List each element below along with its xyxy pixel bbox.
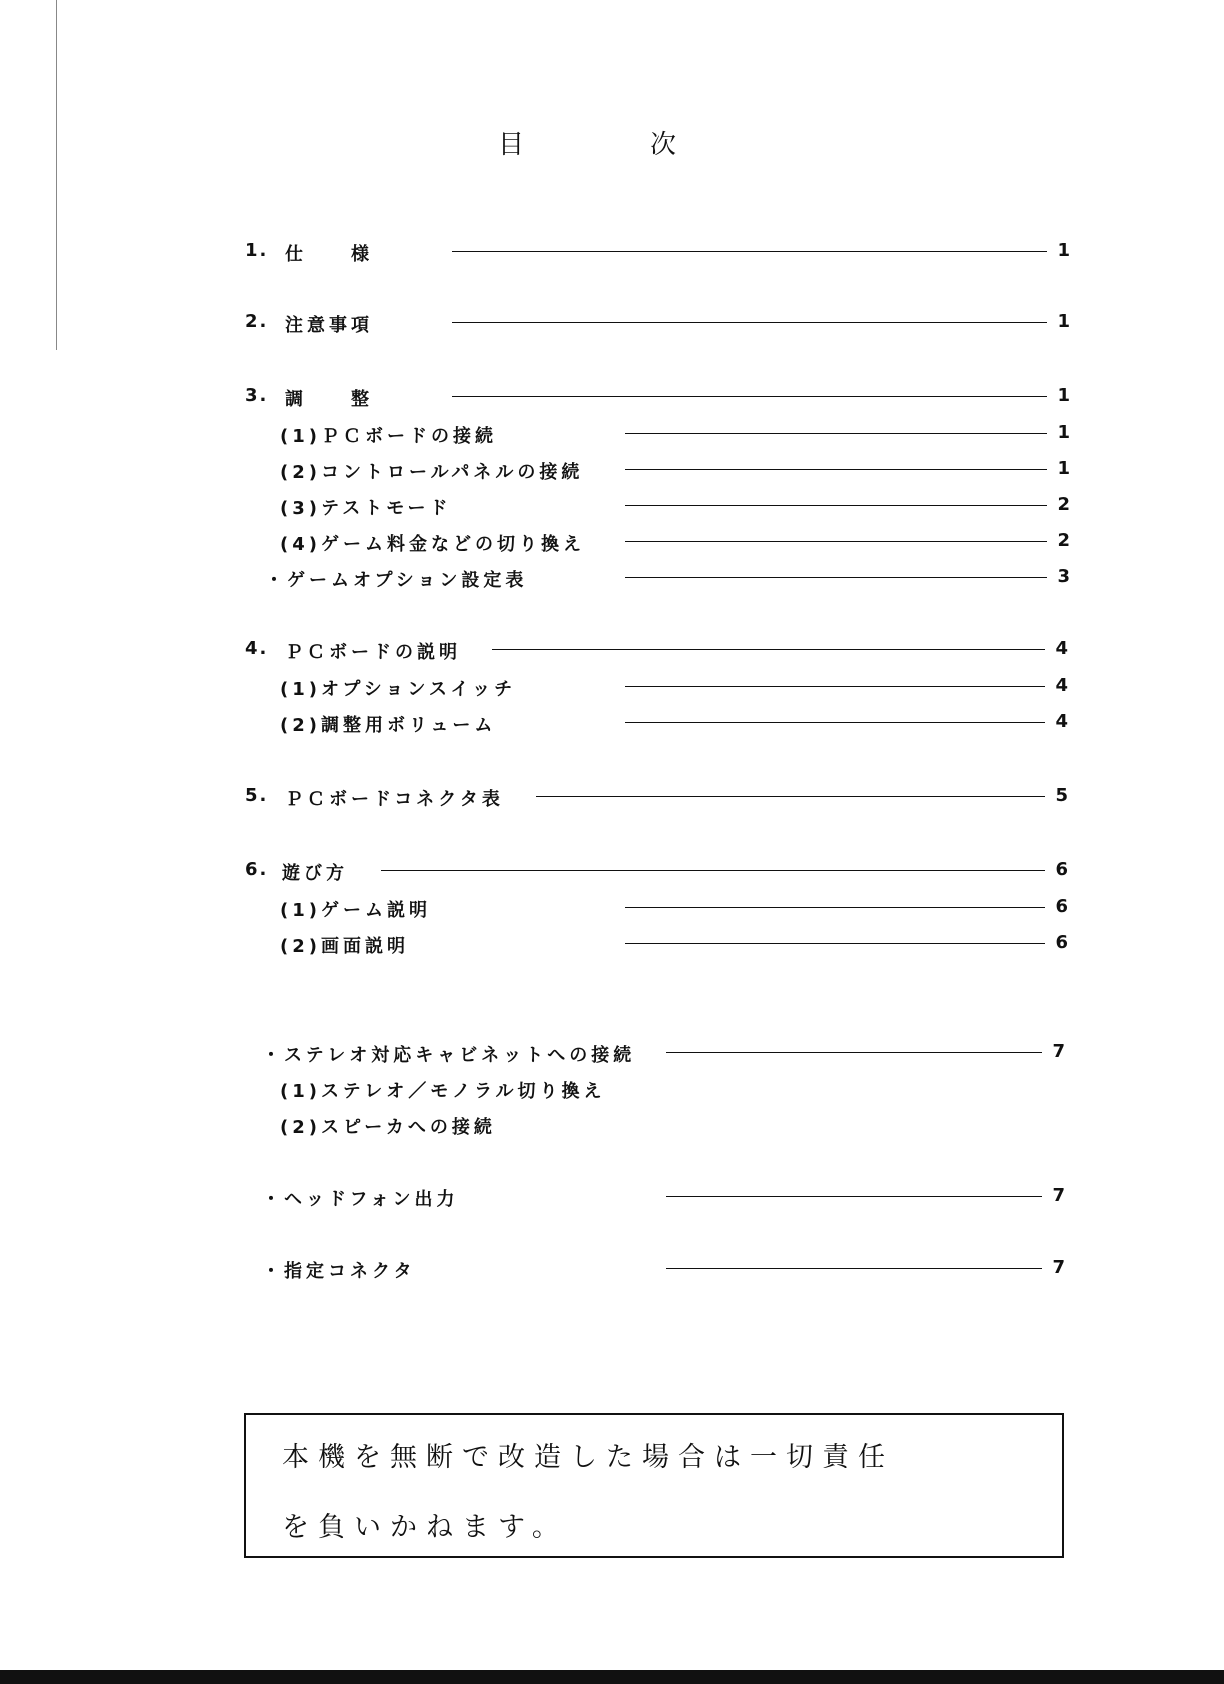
toc-page-number: 1: [1057, 385, 1070, 406]
toc-leader-line: [452, 251, 1047, 252]
toc-page-number: 7: [1052, 1257, 1065, 1278]
toc-page-number: 1: [1057, 311, 1070, 332]
toc-page-number: 7: [1052, 1041, 1065, 1062]
toc-number: 6.: [245, 859, 269, 880]
toc-page-number: 6: [1055, 896, 1068, 917]
toc-label: 遊び方: [282, 863, 348, 884]
toc-leader-line: [452, 396, 1047, 397]
toc-page-number: 2: [1057, 530, 1070, 551]
toc-label: (2)コントロールパネルの接続: [280, 462, 584, 483]
page-edge-line: [56, 0, 57, 350]
toc-label: (1)ＰＣボードの接続: [280, 426, 497, 447]
toc-number: 3.: [245, 385, 269, 406]
toc-label: (2)スピーカへの接続: [280, 1117, 496, 1138]
toc-label: ＰＣボードの説明: [285, 642, 461, 663]
toc-leader-line: [625, 505, 1047, 506]
toc-label: (3)テストモード: [280, 498, 452, 519]
toc-leader-line: [625, 469, 1047, 470]
toc-label: (1)ゲーム説明: [280, 900, 431, 921]
toc-page-number: 2: [1057, 494, 1070, 515]
toc-label: 仕 様: [285, 244, 373, 265]
toc-number: 5.: [245, 785, 269, 806]
toc-leader-line: [625, 907, 1045, 908]
toc-number: 1.: [245, 240, 269, 261]
toc-leader-line: [536, 796, 1045, 797]
toc-leader-line: [452, 322, 1047, 323]
toc-page-number: 3: [1057, 566, 1070, 587]
toc-label: (1)ステレオ／モノラル切り換え: [280, 1081, 606, 1102]
toc-label: (2)画面説明: [280, 936, 409, 957]
toc-leader-line: [625, 943, 1045, 944]
disclaimer-box: [244, 1413, 1064, 1558]
toc-label: (1)オプションスイッチ: [280, 679, 517, 700]
toc-label: 調 整: [285, 389, 373, 410]
toc-page-number: 1: [1057, 422, 1070, 443]
toc-page-number: 7: [1052, 1185, 1065, 1206]
toc-label: ・指定コネクタ: [262, 1261, 416, 1282]
toc-leader-line: [666, 1268, 1042, 1269]
toc-leader-line: [625, 577, 1047, 578]
toc-number: 4.: [245, 638, 269, 659]
page-title: 目 次: [497, 130, 726, 160]
toc-label: ＰＣボードコネクタ表: [285, 789, 504, 810]
toc-page-number: 4: [1055, 675, 1068, 696]
toc-label: (4)ゲーム料金などの切り換え: [280, 534, 585, 555]
toc-label: (2)調整用ボリューム: [280, 715, 497, 736]
toc-page-number: 6: [1055, 932, 1068, 953]
toc-page-number: 1: [1057, 240, 1070, 261]
toc-leader-line: [666, 1052, 1042, 1053]
toc-page-number: 6: [1055, 859, 1068, 880]
toc-leader-line: [625, 433, 1047, 434]
toc-page-number: 1: [1057, 458, 1070, 479]
toc-label: ・ステレオ対応キャビネットへの接続: [262, 1045, 636, 1066]
disclaimer-line-1: 本機を無断で改造した場合は一切責任: [282, 1442, 894, 1473]
toc-page-number: 4: [1055, 638, 1068, 659]
toc-leader-line: [625, 722, 1045, 723]
toc-label: ・ヘッドフォン出力: [262, 1189, 459, 1210]
toc-leader-line: [381, 870, 1045, 871]
toc-leader-line: [625, 541, 1047, 542]
toc-page-number: 4: [1055, 711, 1068, 732]
toc-number: 2.: [245, 311, 269, 332]
toc-leader-line: [492, 649, 1045, 650]
toc-label: 注意事項: [285, 315, 373, 336]
toc-leader-line: [666, 1196, 1042, 1197]
scan-bottom-edge: [0, 1670, 1224, 1684]
toc-label: ・ゲームオプション設定表: [265, 570, 528, 591]
toc-leader-line: [625, 686, 1045, 687]
toc-page-number: 5: [1055, 785, 1068, 806]
disclaimer-line-2: を負いかねます。: [282, 1512, 568, 1543]
